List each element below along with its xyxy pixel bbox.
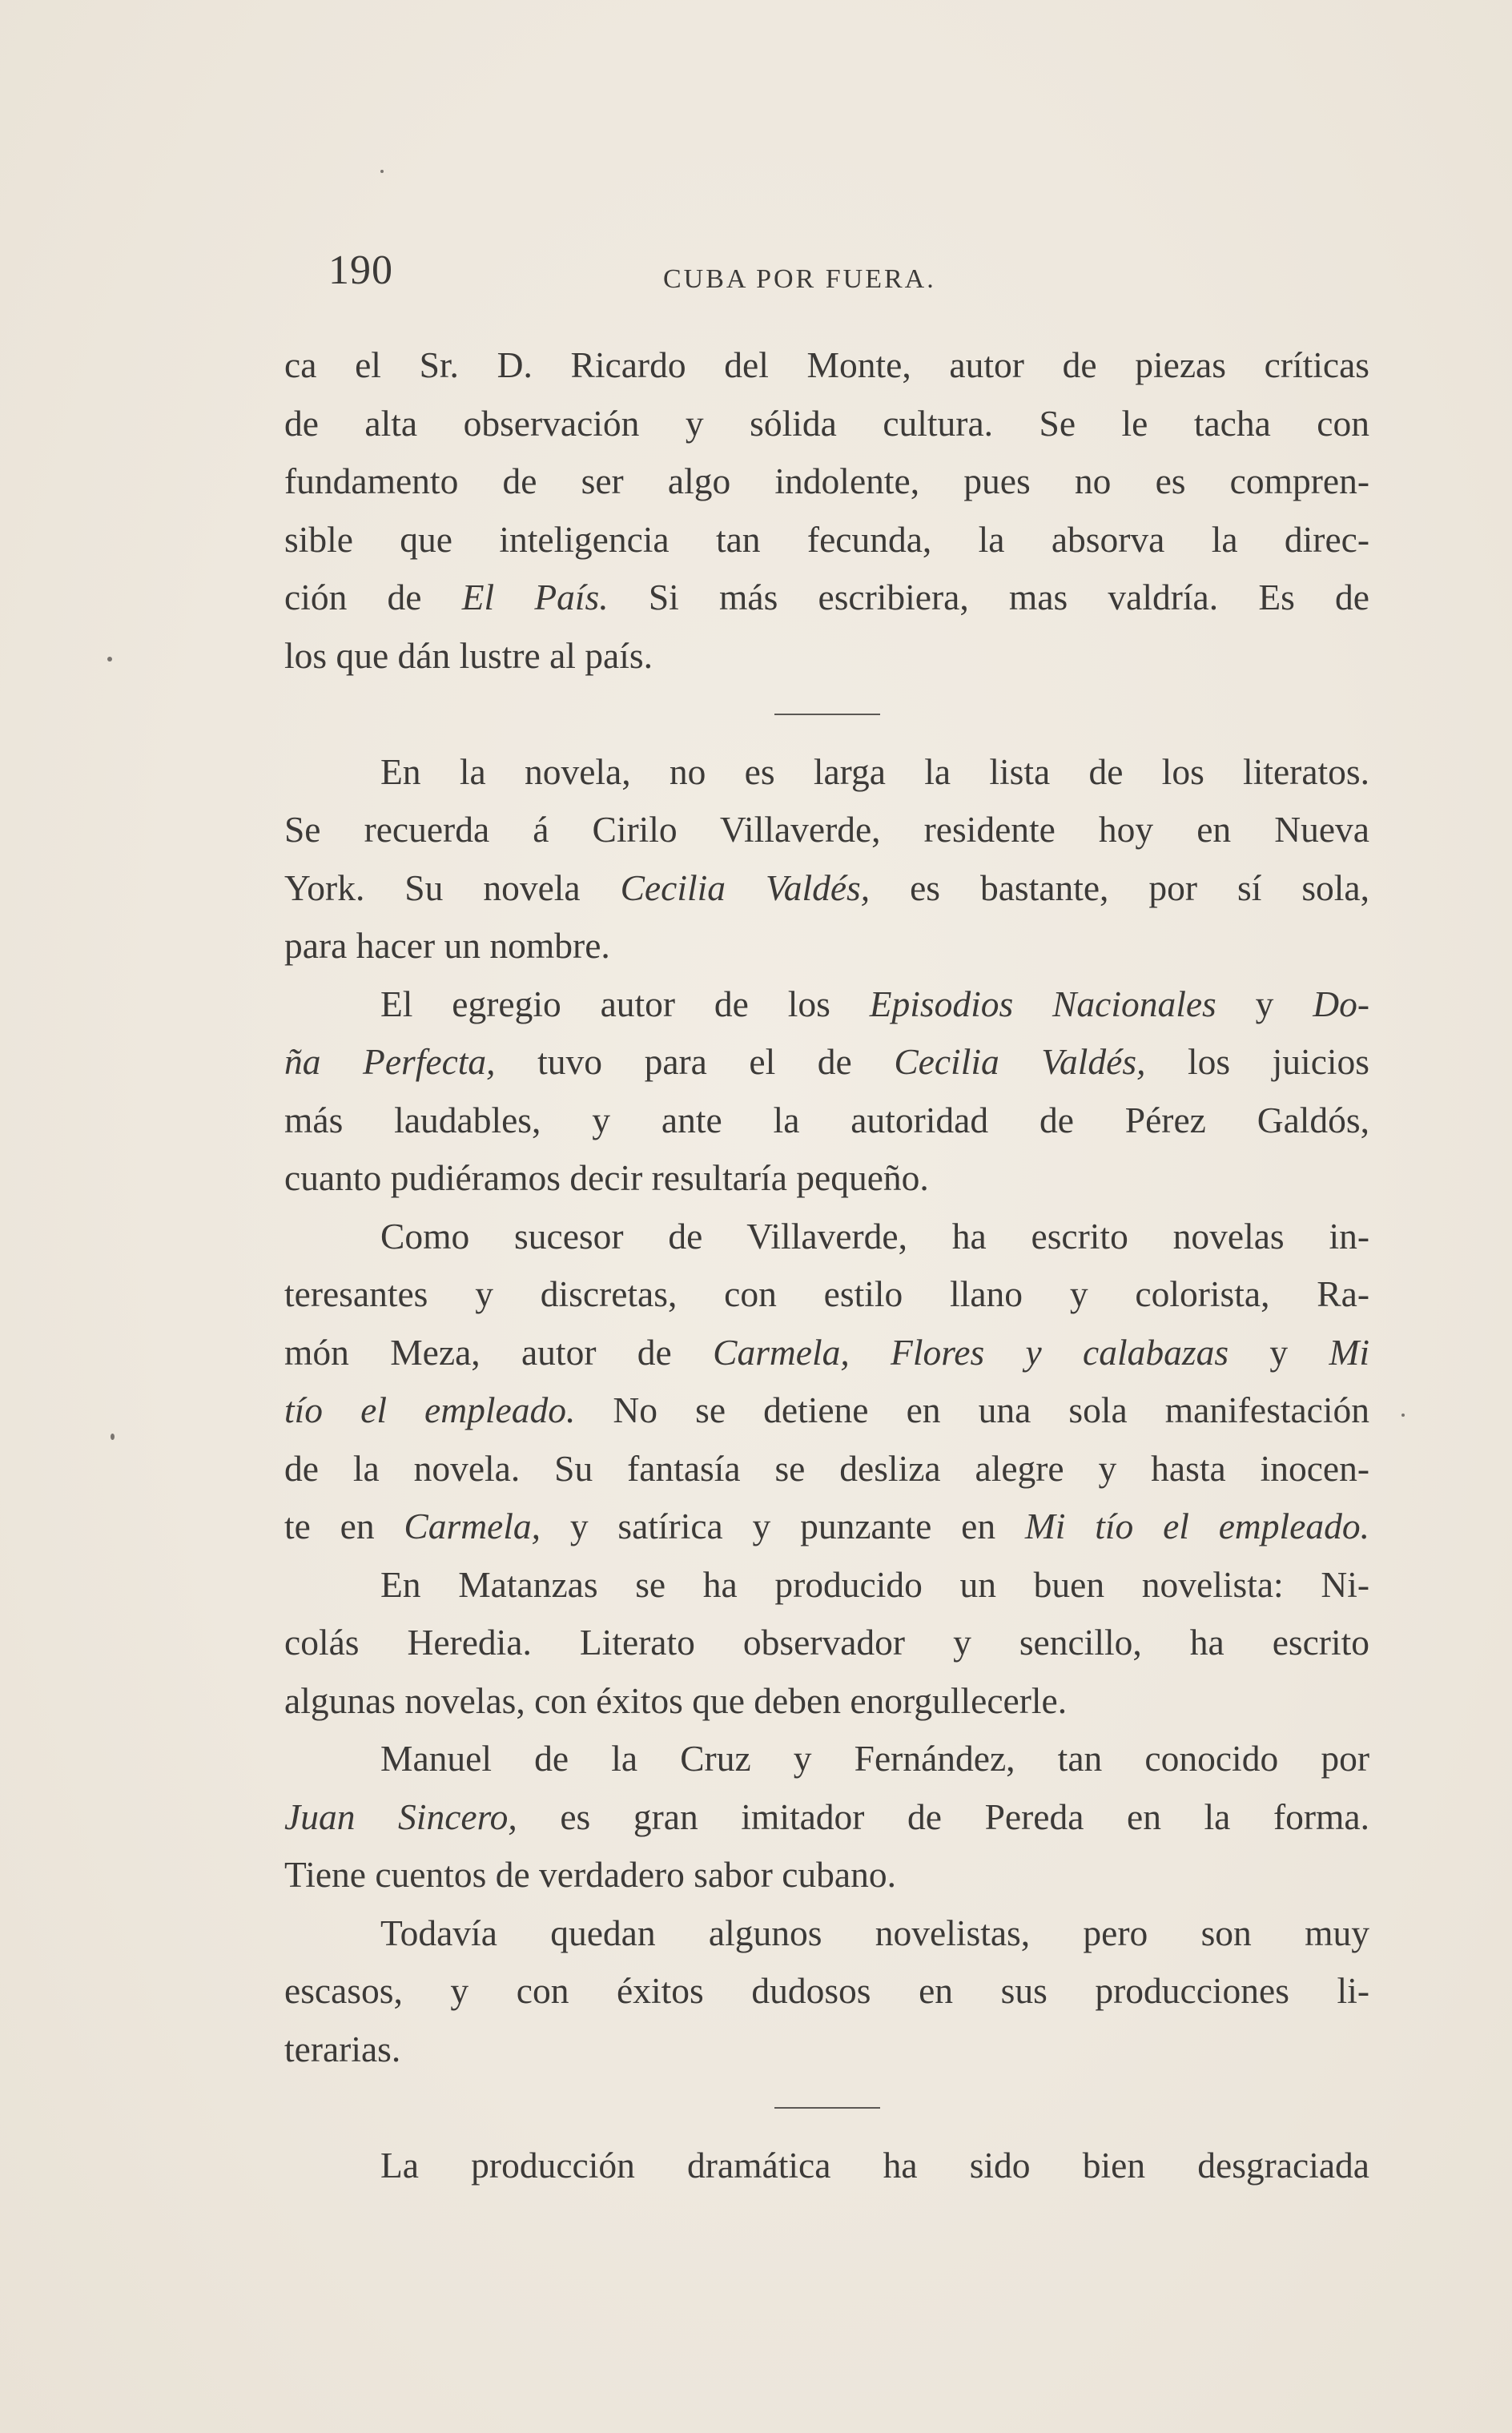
text-run: No se detiene en una sola manifestación [575,1389,1369,1430]
italic-title: Episodios Nacionales [869,983,1216,1024]
text-run: ción de [284,577,462,617]
text-line: Todavía quedan algunos novelistas, pero son muy [380,1912,1369,1953]
text-run: y [1216,983,1313,1024]
text-line: teresantes y discretas, con estilo llano y colorista, Ra- [284,1273,1369,1314]
italic-title: tío el empleado. [284,1389,576,1430]
italic-title: Cecilia Valdés, [620,867,871,908]
text-line [284,569,1369,627]
text-run: es bastante, por sí sola, [870,867,1369,908]
body-text [284,336,1369,2194]
text-line [284,1498,1369,1556]
text-line: Tiene cuentos de verdadero sabor cubano. [284,1854,896,1895]
text-run: y satírica y punzante en [541,1506,1025,1546]
text-line [284,859,1369,918]
text-line: En Matanzas se ha producido un buen novelista: Ni- [380,1563,1369,1605]
divider-line [774,714,880,715]
text-line: más laudables, y ante la autoridad de Pérez Galdós, [284,1099,1369,1140]
divider-line [774,2107,880,2109]
text-run: te en [284,1506,404,1546]
text-line: terarias. [284,2028,401,2069]
text-line [284,975,1369,1034]
text-line: Manuel de la Cruz y Fernández, tan conocido por [380,1738,1369,1779]
text-line: de alta observación y sólida cultura. Se le tacha con [284,402,1369,444]
text-line [284,1033,1369,1092]
text-line: para hacer un nombre. [284,925,610,966]
italic-title: Juan Sincero, [284,1796,517,1837]
text-line: En la novela, no es larga la lista de los literatos. [380,750,1369,792]
text-run: y [1228,1331,1329,1373]
italic-title: El País. [461,577,609,617]
italic-title: ña Perfecta, [284,1041,496,1082]
text-line: colás Heredia. Literato observador y sencillo, ha escrito [284,1622,1369,1663]
text-line [284,1788,1369,1847]
text-run: El egregio autor de los [380,983,870,1024]
text-line: algunas novelas, con éxitos que deben enorgullecerle. [284,1679,1068,1721]
text-line: Se recuerda á Cirilo Villaverde, residente hoy en Nueva [284,809,1369,850]
text-line: sible que inteligencia tan fecunda, la absorva la direc- [284,518,1369,560]
text-line: Como sucesor de Villaverde, ha escrito novelas in- [380,1215,1369,1257]
text-run: York. Su novela [284,867,621,908]
text-line: ca el Sr. D. Ricardo del Monte, autor de piezas críticas [284,344,1369,385]
italic-title: Mi [1329,1331,1369,1373]
text-line [284,1381,1369,1440]
italic-title: Do- [1313,983,1369,1024]
text-line: los que dán lustre al país. [284,634,653,676]
italic-title: Carmela, [404,1506,541,1546]
text-line: cuanto pudiéramos decir resultaría pequeño. [284,1157,929,1198]
text-line [284,1324,1369,1382]
italic-title: Cecilia Valdés, [894,1041,1146,1082]
text-line: fundamento de ser algo indolente, pues no es compren- [284,460,1369,501]
text-run: món Meza, autor de [284,1331,714,1373]
text-run: es gran imitador de Pereda en la forma. [517,1796,1369,1837]
text-run: tuvo para el de [495,1041,895,1082]
text-line: escasos, y con éxitos dudosos en sus producciones li- [284,1970,1369,2011]
text-line: de la novela. Su fantasía se desliza alegre y hasta inocen- [284,1447,1369,1489]
italic-title: Mi tío el empleado. [1024,1506,1369,1546]
page-header [328,247,1369,311]
page-number: 190 [328,247,393,293]
section-divider [284,685,1369,743]
text-run: los juicios [1145,1041,1369,1082]
running-title: CUBA POR FUERA. [663,264,936,294]
italic-title: Carmela, Flores y calabazas [713,1331,1229,1373]
section-divider [284,2078,1369,2137]
text-run: Si más escribiera, mas valdría. Es de [608,577,1369,617]
text-line: La producción dramática ha sido bien desgraciada [380,2144,1369,2186]
